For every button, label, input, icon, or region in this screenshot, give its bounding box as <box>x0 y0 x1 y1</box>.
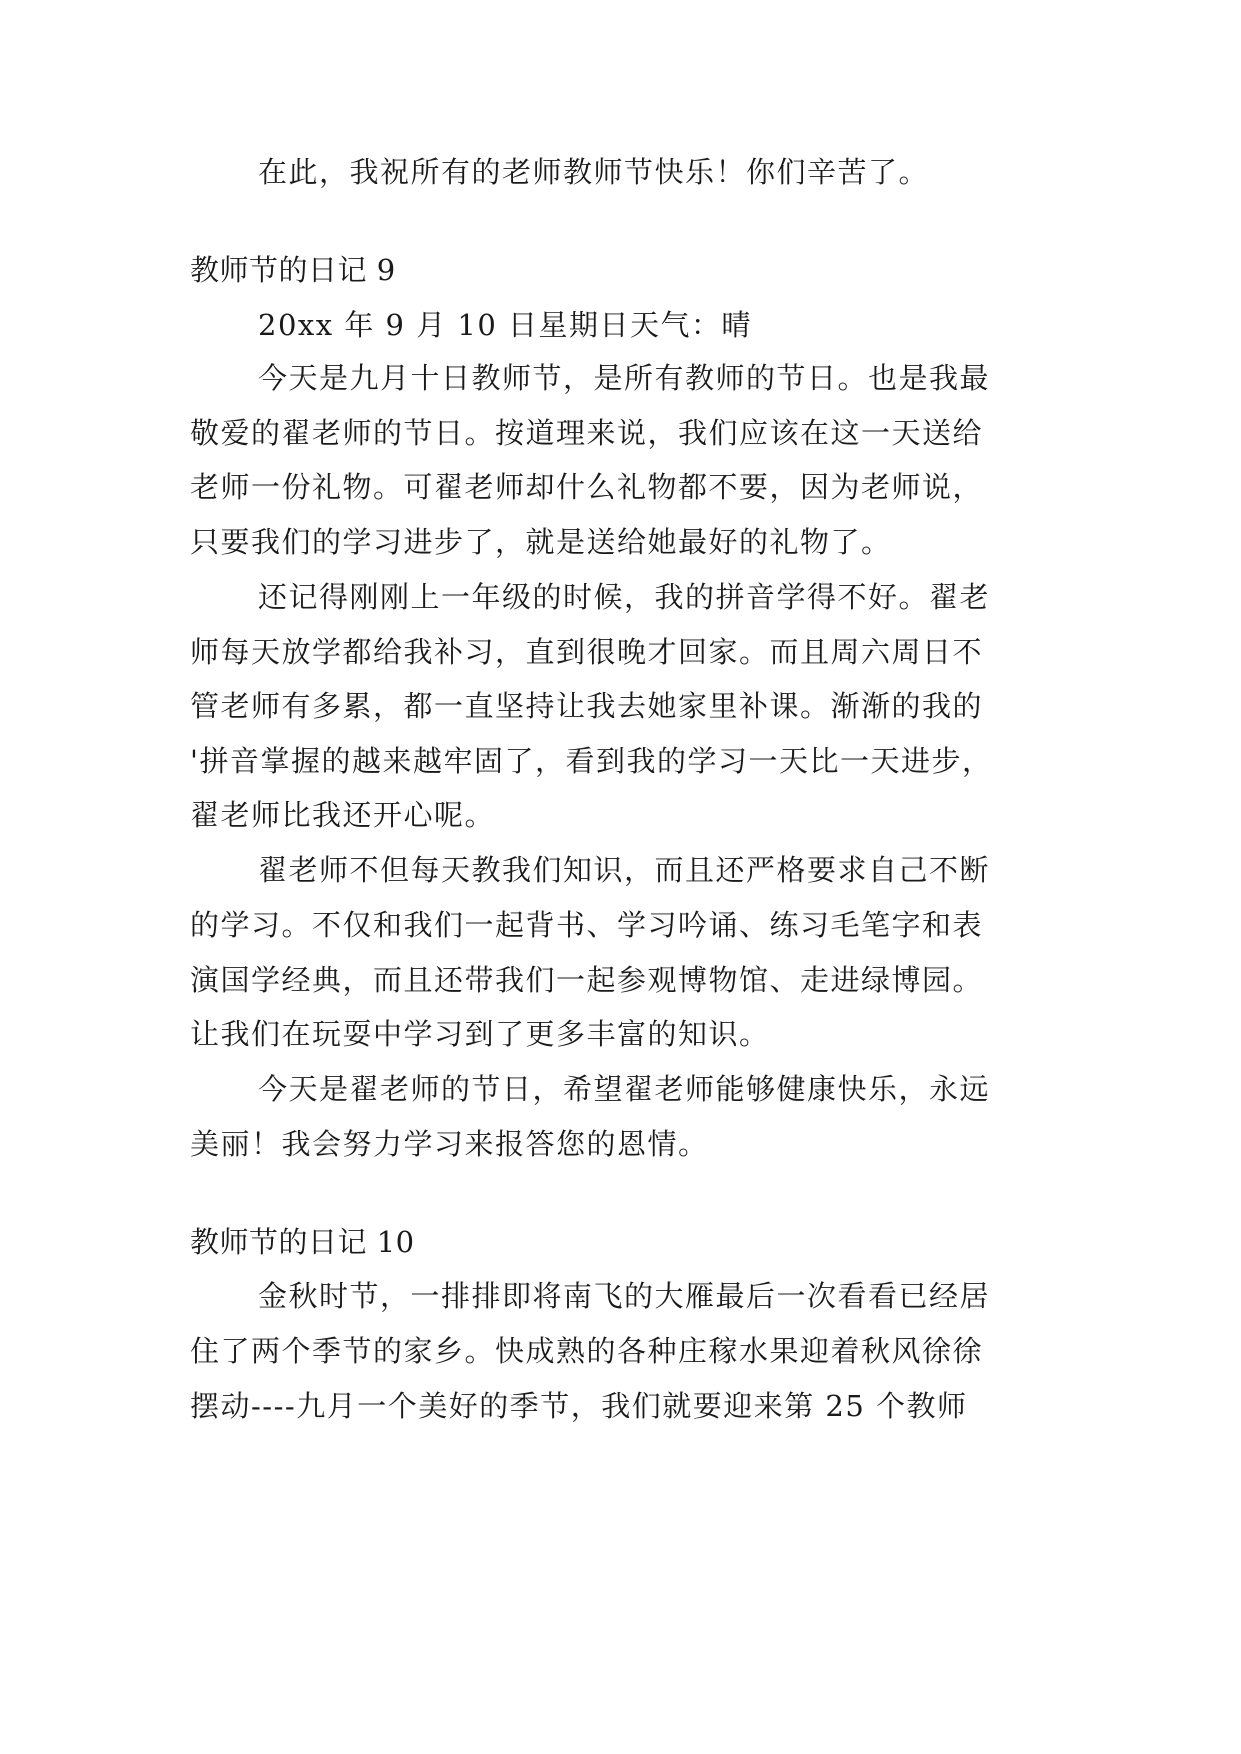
diary9-date-line: 20xx 年 9 月 10 日星期日天气：晴 <box>258 308 753 342</box>
diary9-title: 教师节的日记 9 <box>190 253 396 287</box>
closing-line: 在此，我祝所有的老师教师节快乐！你们辛苦了。 <box>258 155 930 189</box>
diary10-line: 金秋时节，一排排即将南飞的大雁最后一次看看已经居 <box>258 1279 991 1313</box>
diary9-line: 只要我们的学习进步了，就是送给她最好的礼物了。 <box>190 525 892 559</box>
diary9-line: 老师一份礼物。可翟老师却什么礼物都不要，因为老师说， <box>190 470 984 504</box>
diary9-line: 今天是翟老师的节日，希望翟老师能够健康快乐，永远 <box>258 1072 991 1106</box>
diary10-title: 教师节的日记 10 <box>190 1225 415 1259</box>
diary9-line: 翟老师不但每天教我们知识，而且还严格要求自己不断 <box>258 853 991 887</box>
diary9-line: 师每天放学都给我补习，直到很晚才回家。而且周六周日不 <box>190 635 984 669</box>
diary9-line: 还记得刚刚上一年级的时候，我的拼音学得不好。翟老 <box>258 580 991 614</box>
diary9-line: 演国学经典，而且还带我们一起参观博物馆、走进绿博园。 <box>190 963 984 997</box>
diary9-line: 敬爱的翟老师的节日。按道理来说，我们应该在这一天送给 <box>190 416 984 450</box>
diary9-line: 今天是九月十日教师节，是所有教师的节日。也是我最 <box>258 361 991 395</box>
diary9-line: 的学习。不仅和我们一起背书、学习吟诵、练习毛笔字和表 <box>190 908 984 942</box>
diary9-line: 翟老师比我还开心呢。 <box>190 798 496 832</box>
diary10-line: 摆动----九月一个美好的季节，我们就要迎来第 25 个教师 <box>190 1389 968 1423</box>
diary9-line: '拼音掌握的越来越牢固了，看到我的学习一天比一天进步， <box>190 744 993 778</box>
diary9-line: 让我们在玩耍中学习到了更多丰富的知识。 <box>190 1017 770 1051</box>
diary9-line: 美丽！我会努力学习来报答您的恩情。 <box>190 1127 709 1161</box>
diary10-line: 住了两个季节的家乡。快成熟的各种庄稼水果迎着秋风徐徐 <box>190 1334 984 1368</box>
diary9-line: 管老师有多累，都一直坚持让我去她家里补课。渐渐的我的 <box>190 689 984 723</box>
